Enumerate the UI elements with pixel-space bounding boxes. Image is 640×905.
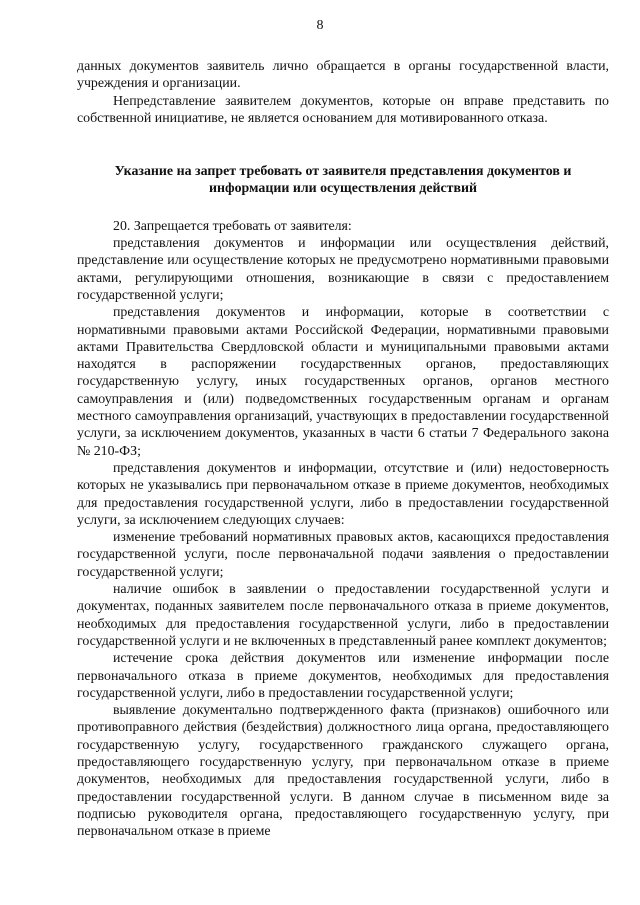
page-number: 8 <box>316 18 324 33</box>
prohibition-item: представления документов и информации или осуществления действий, представление или осуществление которых не предусмотрено нормативными правовыми актами, регулирующими отношения, возникающие в связи с предоставлением государственной услуги; <box>77 236 609 303</box>
exception-case: изменение требований нормативных правовых актов, касающихся предоставления государственной услуги, после первоначальной подачи заявления о предоставлении государственной услуги; <box>77 530 609 580</box>
clause-intro: 20. Запрещается требовать от заявителя: <box>113 218 352 234</box>
continuation-paragraph: данных документов заявитель лично обращается в органы государственной власти, учреждения и организации. <box>77 59 609 92</box>
prohibition-item: представления документов и информации, отсутствие и (или) недостоверность которых не указывались при первоначальном отказе в приеме документов, необходимых для предоставления государственной услуги, либо в предоставлении государственной услуги, за исключением следующих случаев: <box>77 460 609 528</box>
exception-case: истечение срока действия документов или изменение информации после первоначального отказа в приеме документов, необходимых для предоставления государственной услуги, либо в предоставлении государственной услуги; <box>77 651 609 701</box>
section-heading: Указание на запрет требовать от заявителя представления документов и информации или осуществления действий <box>114 164 572 197</box>
non-submission-paragraph: Непредставление заявителем документов, которые он вправе представить по собственной инициативе, не является основанием для мотивированного отказа. <box>77 93 609 126</box>
exception-case: наличие ошибок в заявлении о предоставлении государственной услуги и документах, поданных заявителем после первоначального отказа в приеме документов, необходимых для предоставления государственной услуги, либо в предоставлении государственной услуги и не включенных в представленный ранее комплект документов; <box>77 582 609 649</box>
prohibition-item: представления документов и информации, которые в соответствии с нормативными правовыми актами Российской Федерации, нормативными правовыми актами Правительства Свердловской области и муниципальными правовыми актами находятся в распоряжении государственных органов, предоставляющих государственную услугу, иных государственных органов, органов местного самоуправления и (или) подведомственных государственным органам и органам местного самоуправления организаций, участвующих в предоставлении государственной услуги, за исключением документов, указанных в части 6 статьи 7 Федерального закона № 210-ФЗ; <box>77 305 609 459</box>
exception-case: выявление документально подтвержденного факта (признаков) ошибочного или противоправного действия (бездействия) должностного лица органа, предоставляющего государственную услугу, государственного гражданского служащего органа, предоставляющего государственную услугу, при первоначальном отказе в приеме документов, необходимых для предоставления государственной услуги, либо в предоставлении государственной услуги. В данном случае в письменном виде за подписью руководителя органа, предоставляющего государственную услугу, при первоначальном отказе в приеме <box>77 703 609 840</box>
document-body <box>77 58 609 840</box>
